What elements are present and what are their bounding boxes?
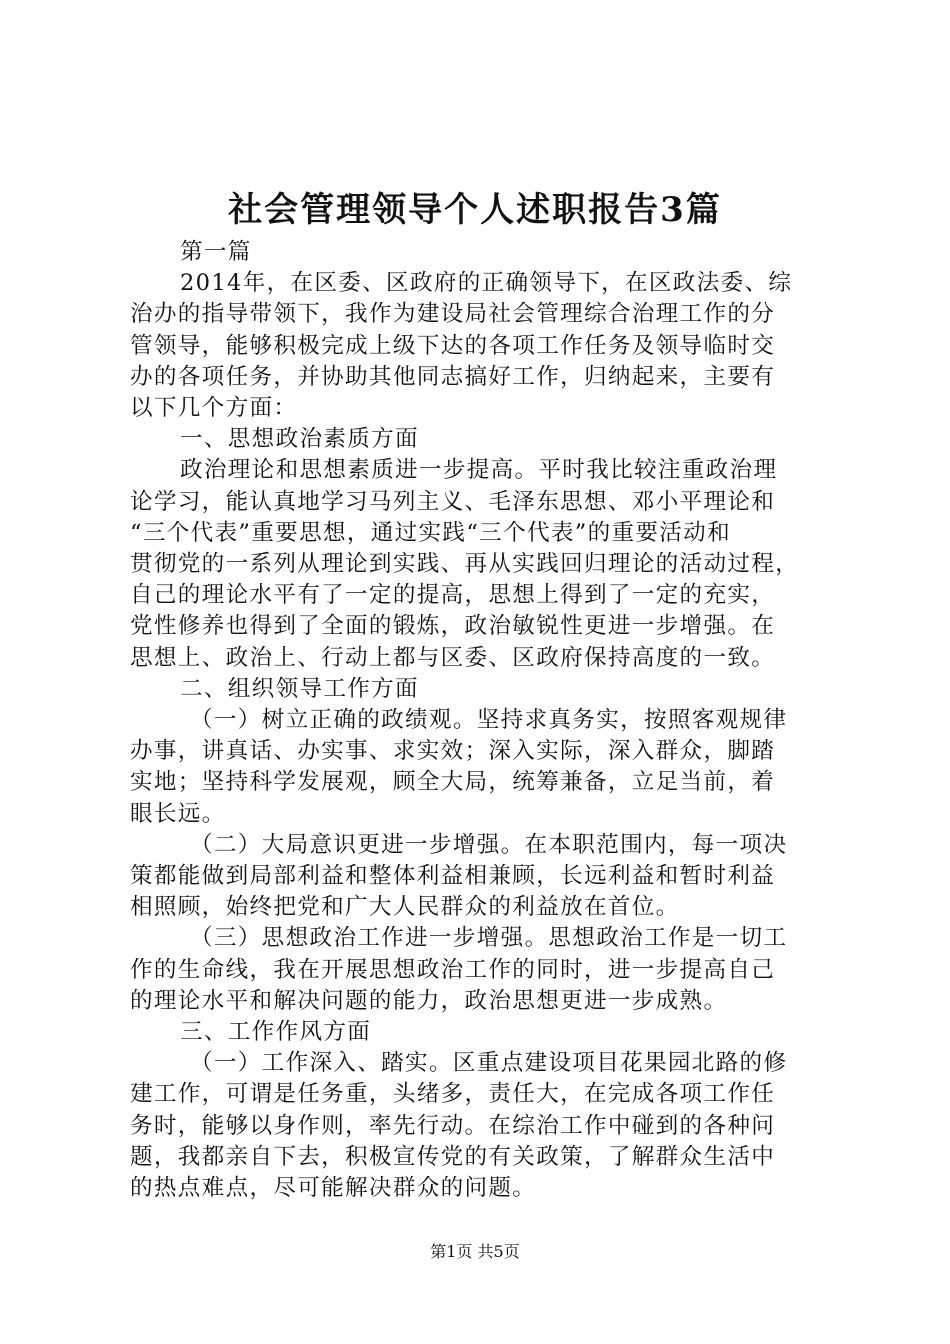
paragraph-line: 策都能做到局部利益和整体利益相兼顾，长远利益和暂时利益 <box>130 863 776 890</box>
paragraph-line: （三）思想政治工作进一步增强。思想政治工作是一切工 <box>190 925 788 952</box>
paragraph-line: 自己的理论水平有了一定的提高，思想上得到了一定的充实， <box>130 582 776 609</box>
paragraph-line: 思想上、政治上、行动上都与区委、区政府保持高度的一致。 <box>130 644 776 671</box>
paragraph-line: （二）大局意识更进一步增强。在本职范围内，每一项决 <box>190 831 788 858</box>
paragraph-line: 党性修养也得到了全面的锻炼，政治敏锐性更进一步增强。在 <box>130 613 776 640</box>
section-heading: 三、工作作风方面 <box>180 1019 372 1046</box>
paragraph-line: （一）树立正确的政绩观。坚持求真务实，按照客观规律 <box>190 707 788 734</box>
paragraph-line: 眼长远。 <box>130 800 226 827</box>
section-heading: 一、思想政治素质方面 <box>180 426 419 453</box>
paragraph-line: 实地；坚持科学发展观，顾全大局，统筹兼备，立足当前，着 <box>130 769 776 796</box>
paragraph-line: 相照顾，始终把党和广大人民群众的利益放在首位。 <box>130 894 680 921</box>
paragraph-line: 2014年，在区委、区政府的正确领导下，在区政法委、综 <box>180 270 793 297</box>
paragraph-line: （一）工作深入、踏实。区重点建设项目花果园北路的修 <box>190 1050 788 1077</box>
paragraph-line: 的理论水平和解决问题的能力，政治思想更进一步成熟。 <box>130 987 728 1014</box>
paragraph-line: 作的生命线，我在开展思想政治工作的同时，进一步提高自己 <box>130 956 776 983</box>
paragraph-line: 管领导，能够积极完成上级下达的各项工作任务及领导临时交 <box>130 332 776 359</box>
paragraph-line: 治办的指导带领下，我作为建设局社会管理综合治理工作的分 <box>130 301 776 328</box>
section-heading: 二、组织领导工作方面 <box>180 675 419 702</box>
paragraph-line: 论学习，能认真地学习马列主义、毛泽东思想、邓小平理论和 <box>130 488 776 515</box>
section-heading: 第一篇 <box>180 239 252 265</box>
document-body <box>130 237 840 1204</box>
paragraph-line: “三个代表”重要思想，通过实践“三个代表”的重要活动和 <box>130 519 731 546</box>
document-title: 社会管理领导个人述职报告3篇 <box>228 190 722 230</box>
paragraph-line: 务时，能够以身作则，率先行动。在综治工作中碰到的各种问 <box>130 1112 776 1139</box>
paragraph-line: 办事，讲真话、办实事、求实效；深入实际，深入群众，脚踏 <box>130 738 776 765</box>
paragraph-line: 建工作，可谓是任务重，头绪多，责任大，在完成各项工作任 <box>130 1081 776 1108</box>
paragraph-line: 题，我都亲自下去，积极宣传党的有关政策，了解群众生活中 <box>130 1143 776 1170</box>
paragraph-line: 政治理论和思想素质进一步提高。平时我比较注重政治理 <box>180 457 778 484</box>
paragraph-line: 的热点难点，尽可能解决群众的问题。 <box>130 1175 537 1202</box>
page-footer: 第1页 共5页 <box>430 1242 520 1261</box>
paragraph-line: 以下几个方面： <box>130 395 298 422</box>
paragraph-line: 贯彻党的一系列从理论到实践、再从实践回归理论的活动过程， <box>130 551 800 578</box>
paragraph-line: 办的各项任务，并协助其他同志搞好工作，归纳起来，主要有 <box>130 363 776 390</box>
